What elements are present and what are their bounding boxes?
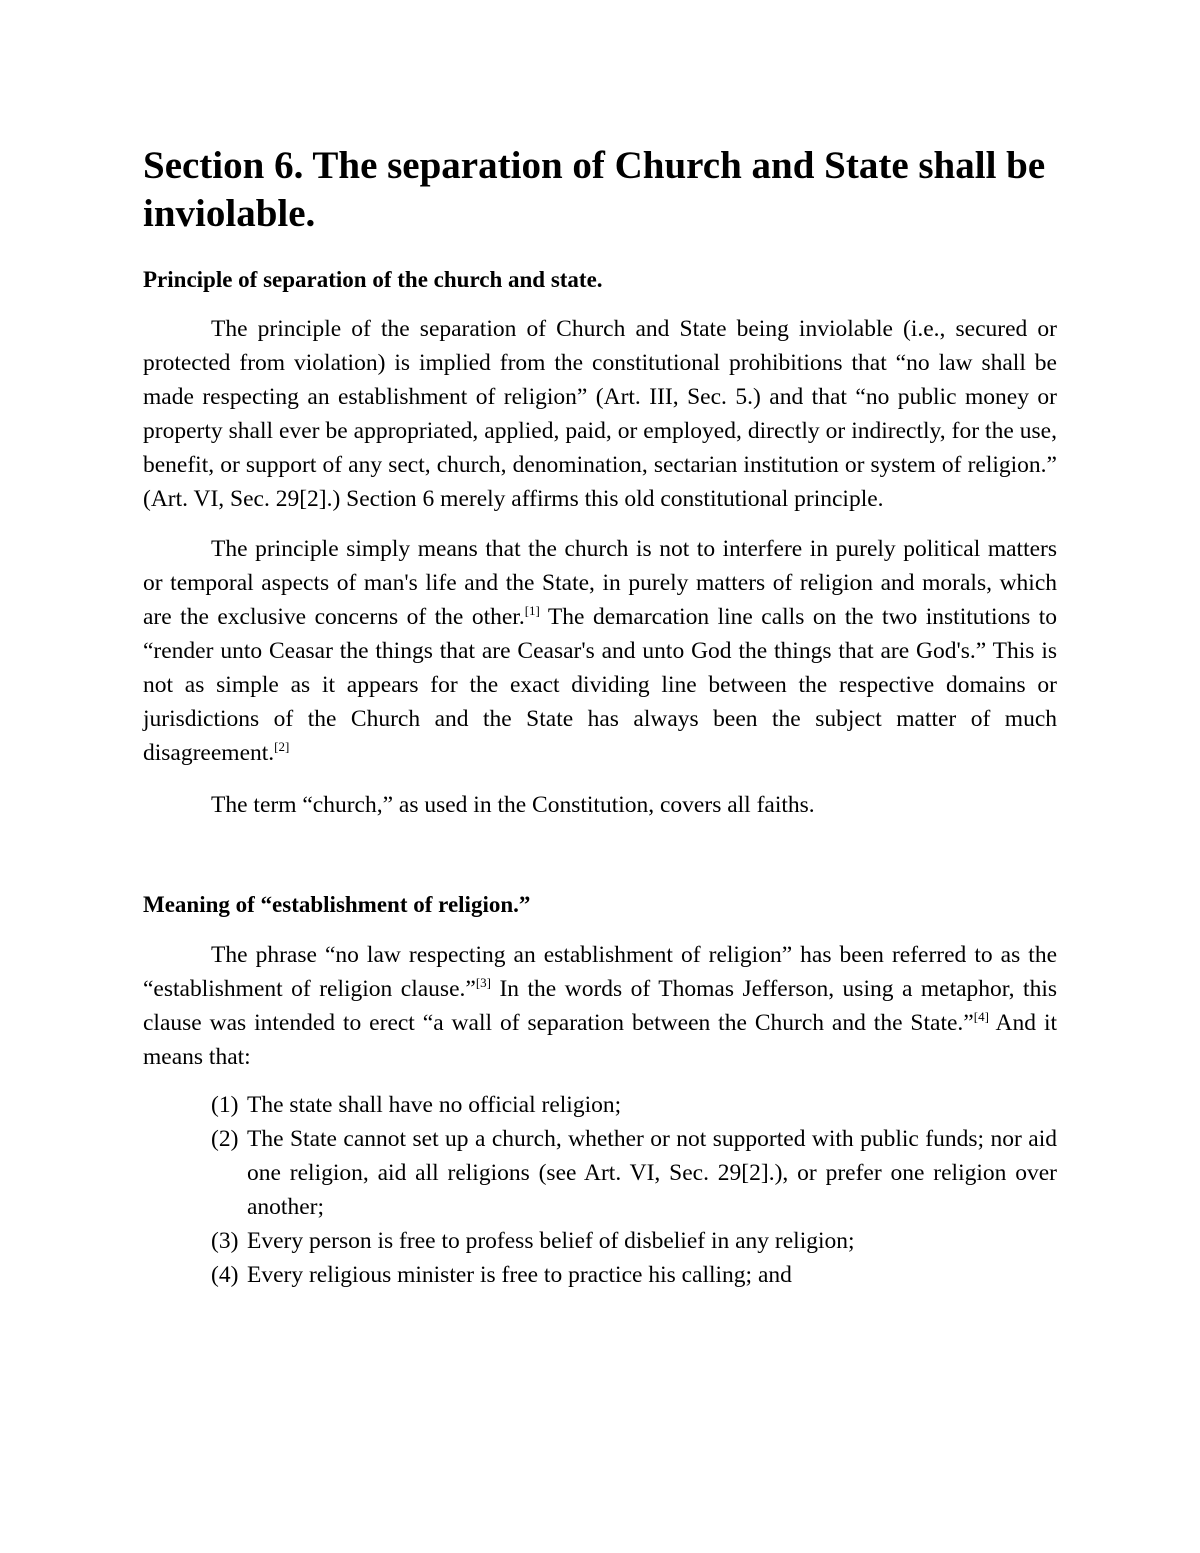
footnote-ref-2[interactable]: [2] xyxy=(274,739,290,755)
list-item-text: Every religious minister is free to practice his calling; and xyxy=(247,1262,792,1288)
footnote-ref-1[interactable]: [1] xyxy=(524,603,540,619)
paragraph-text: The phrase “no law respecting an establishment of religion” has been referred to as the “establishment of religion clause.” xyxy=(143,942,1057,1002)
subheading-establishment: Meaning of “establishment of religion.” xyxy=(143,892,531,917)
list-item xyxy=(211,1088,1057,1122)
paragraph-principle-meaning xyxy=(143,532,1057,770)
paragraph-text: The demarcation line calls on the two institutions to “render unto Ceasar the things that are Ceasar's and unto God the things that are God's.” This is not as simple as it appears for the exact dividing line between the respective domains or jurisdictions of the Church and the State has always been the subject matter of much disagreement. xyxy=(143,604,1057,766)
section-title: Section 6. The separation of Church and State shall be inviolable. xyxy=(143,144,1046,235)
paragraph-principle-origin: The principle of the separation of Church and State being inviolable (i.e., secured or protected from violation) is implied from the constitutional prohibitions that “no law shall be made respecting an establishment of religion” (Art. III, Sec. 5.) and that “no public money or property shall ever be appropriated, applied, paid, or employed, directly or indirectly, for the use, benefit, or support of any sect, church, denomination, sectarian institution or system of religion.” (Art. VI, Sec. 29[2].) Section 6 merely affirms this old constitutional principle. xyxy=(143,316,1057,512)
subheading-principle: Principle of separation of the church and state. xyxy=(143,267,603,292)
list-item-number: (4) xyxy=(211,1262,239,1288)
list-item-text: The state shall have no official religion; xyxy=(247,1092,622,1118)
list-item xyxy=(211,1258,1057,1292)
paragraph-establishment-clause xyxy=(143,938,1057,1074)
footnote-ref-4[interactable]: [4] xyxy=(973,1009,989,1025)
footnote-ref-3[interactable]: [3] xyxy=(475,975,491,991)
document-page xyxy=(143,142,1057,1292)
paragraph-text: In the words of Thomas Jefferson, using a metaphor, this clause was intended to erect “a wall of separation between the Church and the State.” xyxy=(143,976,1057,1036)
list-item-number: (3) xyxy=(211,1228,239,1254)
list-item xyxy=(211,1224,1057,1258)
establishment-meaning-list xyxy=(143,1088,1057,1292)
paragraph-church-term: The term “church,” as used in the Constitution, covers all faiths. xyxy=(211,792,815,818)
list-item-number: (1) xyxy=(211,1092,239,1118)
list-item-text: Every person is free to profess belief of disbelief in any religion; xyxy=(247,1228,855,1254)
list-item xyxy=(211,1122,1057,1224)
list-item-text: The State cannot set up a church, whether or not supported with public funds; nor aid one religion, aid all religions (see Art. VI, Sec. 29[2].), or prefer one religion over another; xyxy=(247,1126,1057,1220)
list-item-number: (2) xyxy=(211,1126,239,1152)
paragraph-text: And it means that: xyxy=(143,1010,1058,1070)
paragraph-text: The principle simply means that the church is not to interfere in purely political matters or temporal aspects of man's life and the State, in purely matters of religion and morals, which are the exclusive concerns of the other. xyxy=(143,536,1057,630)
